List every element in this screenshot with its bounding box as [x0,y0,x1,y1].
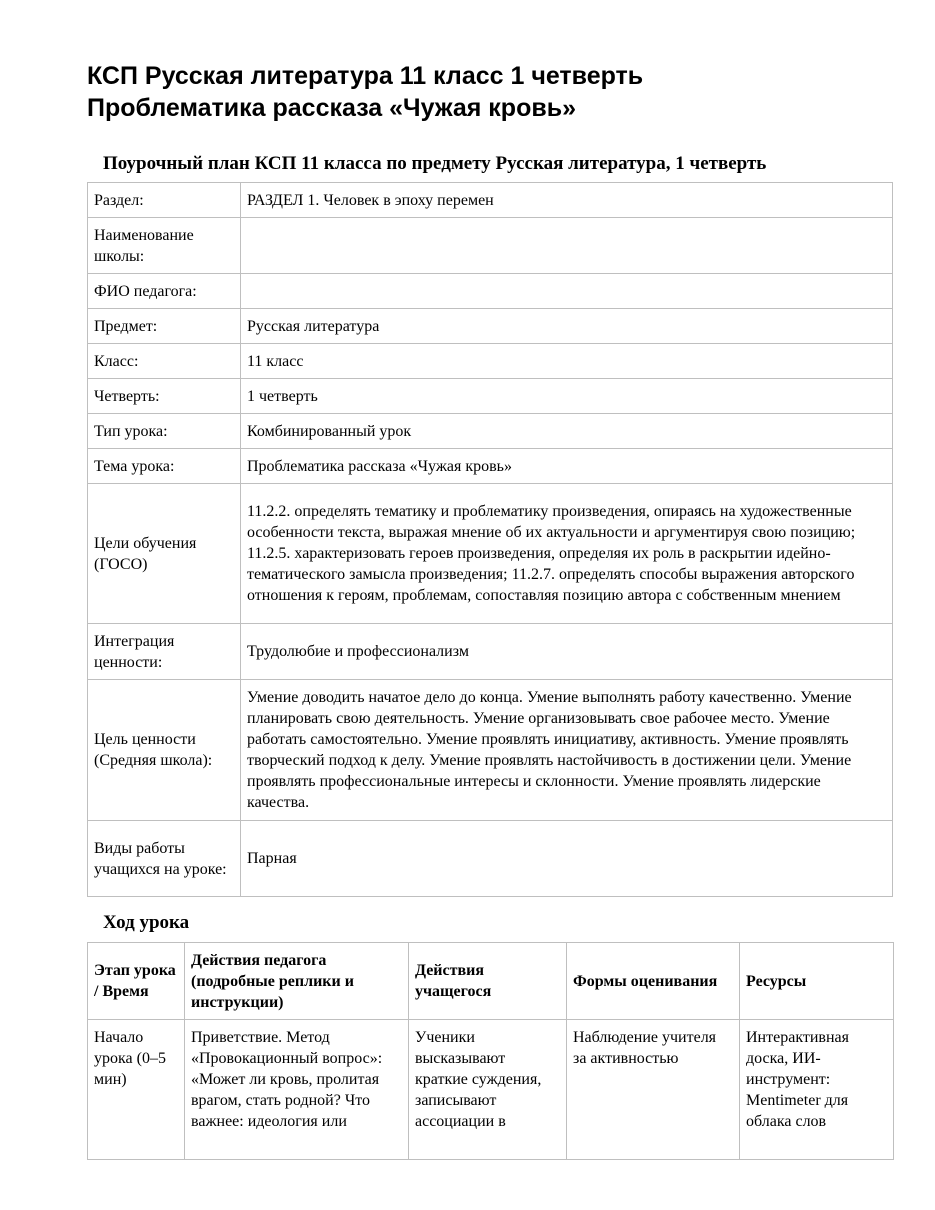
plan-row-label: Цель ценности (Средняя школа): [88,680,241,821]
plan-row-value: РАЗДЕЛ 1. Человек в эпоху перемен [241,183,893,218]
lesson-table [87,942,894,1160]
plan-row-section [88,183,893,218]
document-page [87,0,893,1160]
plan-row-value-integration [88,624,893,680]
plan-row-label: Тема урока: [88,449,241,484]
plan-heading: Поурочный план КСП 11 класса по предмету Русская литература, 1 четверть [103,153,767,174]
plan-table [87,182,893,897]
plan-row-label: ФИО педагога: [88,274,241,309]
plan-row-quarter [88,379,893,414]
plan-row-school [88,218,893,274]
plan-row-label: Интеграция ценности: [88,624,241,680]
plan-row-value: 11 класс [241,344,893,379]
plan-row-lesson-topic [88,449,893,484]
document-title [87,60,893,124]
plan-row-value: Комбинированный урок [241,414,893,449]
document-title-line-1: КСП Русская литература 11 класс 1 четверть [87,62,644,90]
column-header-assessment: Формы оценивания [567,943,740,1020]
plan-row-label: Тип урока: [88,414,241,449]
plan-row-label: Цели обучения (ГОСО) [88,484,241,624]
plan-row-label: Предмет: [88,309,241,344]
column-header-resources: Ресурсы [740,943,894,1020]
plan-row-value: 1 четверть [241,379,893,414]
document-title-line-2: Проблематика рассказа «Чужая кровь» [87,94,576,122]
stage-cell: Начало урока (0–5 мин) [88,1020,185,1160]
plan-row-value [241,274,893,309]
plan-row-value: Русская литература [241,309,893,344]
plan-row-label: Виды работы учащихся на уроке: [88,821,241,897]
plan-row-label: Раздел: [88,183,241,218]
plan-row-label: Класс: [88,344,241,379]
lesson-heading: Ход урока [103,912,190,933]
student-actions-cell: Ученики высказывают краткие суждения, записывают ассоциации в [409,1020,567,1160]
lesson-table-header [88,943,894,1020]
plan-row-label: Четверть: [88,379,241,414]
resources-cell: Интерактивная доска, ИИ-инструмент: Mentimeter для облака слов [740,1020,894,1160]
plan-row-value: Парная [241,821,893,897]
plan-row-learning-goals [88,484,893,624]
table-row [88,1020,894,1160]
column-header-student-actions: Действия учащегося [409,943,567,1020]
column-header-teacher-actions: Действия педагога (подробные реплики и инструкции) [185,943,409,1020]
assessment-cell: Наблюдение учителя за активностью [567,1020,740,1160]
plan-row-teacher [88,274,893,309]
plan-row-value: Умение доводить начатое дело до конца. Умение выполнять работу качественно. Умение планировать свою деятельность. Умение организовывать свое рабочее место. Умение работать самостоятельно. Умение проявлять инициативу, активность. Умение проявлять творческий подход к делу. Умение проявлять настойчивость в достижении цели. Умение проявлять профессиональные интересы и склонности. Умение проявлять лидерские качества. [241,680,893,821]
plan-row-value: Проблематика рассказа «Чужая кровь» [241,449,893,484]
plan-row-value: Трудолюбие и профессионализм [241,624,893,680]
column-header-stage: Этап урока / Время [88,943,185,1020]
plan-row-value-goal [88,680,893,821]
plan-row-value [241,218,893,274]
plan-row-work-types [88,821,893,897]
plan-row-grade [88,344,893,379]
plan-row-subject [88,309,893,344]
teacher-actions-cell: Приветствие. Метод «Провокационный вопрос»: «Может ли кровь, пролитая врагом, стать родной? Что важнее: идеология или [185,1020,409,1160]
plan-row-lesson-type [88,414,893,449]
plan-row-value: 11.2.2. определять тематику и проблематику произведения, опираясь на художественные особенности текста, выражая мнение об их актуальности и аргументируя свою позицию; 11.2.5. характеризовать героев произведения, определяя их роль в раскрытии идейно-тематического замысла произведения; 11.2.7. определять способы выражения авторского отношения к героям, проблемам, сопоставляя позицию автора с собственным мнением [241,484,893,624]
plan-row-label: Наименование школы: [88,218,241,274]
